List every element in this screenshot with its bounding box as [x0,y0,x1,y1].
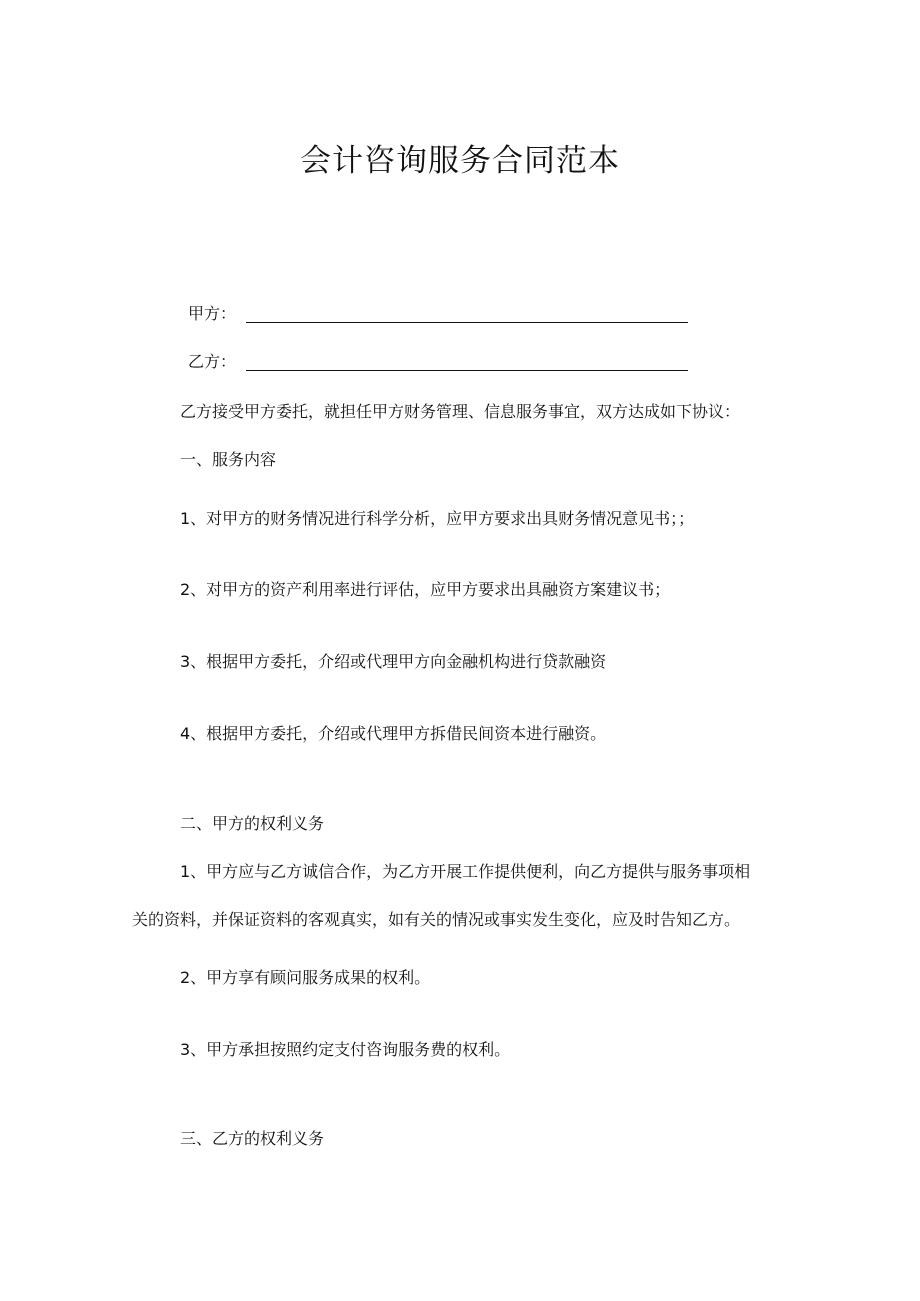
document-title: 会计咨询服务合同范本 [300,143,620,179]
section2-item: 3、甲方承担按照约定支付咨询服务费的权利。 [180,1040,511,1059]
section2-item1-line1: 1、甲方应与乙方诚信合作，为乙方开展工作提供便利，向乙方提供与服务事项相 [180,862,751,881]
party-a-label: 甲方： [188,304,237,323]
section1-item: 1、对甲方的财务情况进行科学分析，应甲方要求出具财务情况意见书；； [180,509,695,528]
section2-item: 2、甲方享有顾问服务成果的权利。 [180,968,431,987]
section2-item1-line2: 关的资料，并保证资料的客观真实，如有关的情况或事实发生变化，应及时告知乙方。 [132,910,741,929]
party-b-blank-line [246,370,688,371]
section1-heading: 一、服务内容 [180,450,277,469]
party-a-blank-line [246,322,688,323]
section1-item: 3、根据甲方委托，介绍或代理甲方向金融机构进行贷款融资 [180,652,607,671]
section2-heading: 二、甲方的权利义务 [180,814,325,833]
section3-heading: 三、乙方的权利义务 [180,1129,325,1148]
section1-item: 4、根据甲方委托，介绍或代理甲方拆借民间资本进行融资。 [180,724,607,743]
party-b-label: 乙方： [188,352,237,371]
section1-item: 2、对甲方的资产利用率进行评估，应甲方要求出具融资方案建议书； [180,580,671,599]
intro-paragraph: 乙方接受甲方委托，就担任甲方财务管理、信息服务事宜，双方达成如下协议： [180,402,741,421]
